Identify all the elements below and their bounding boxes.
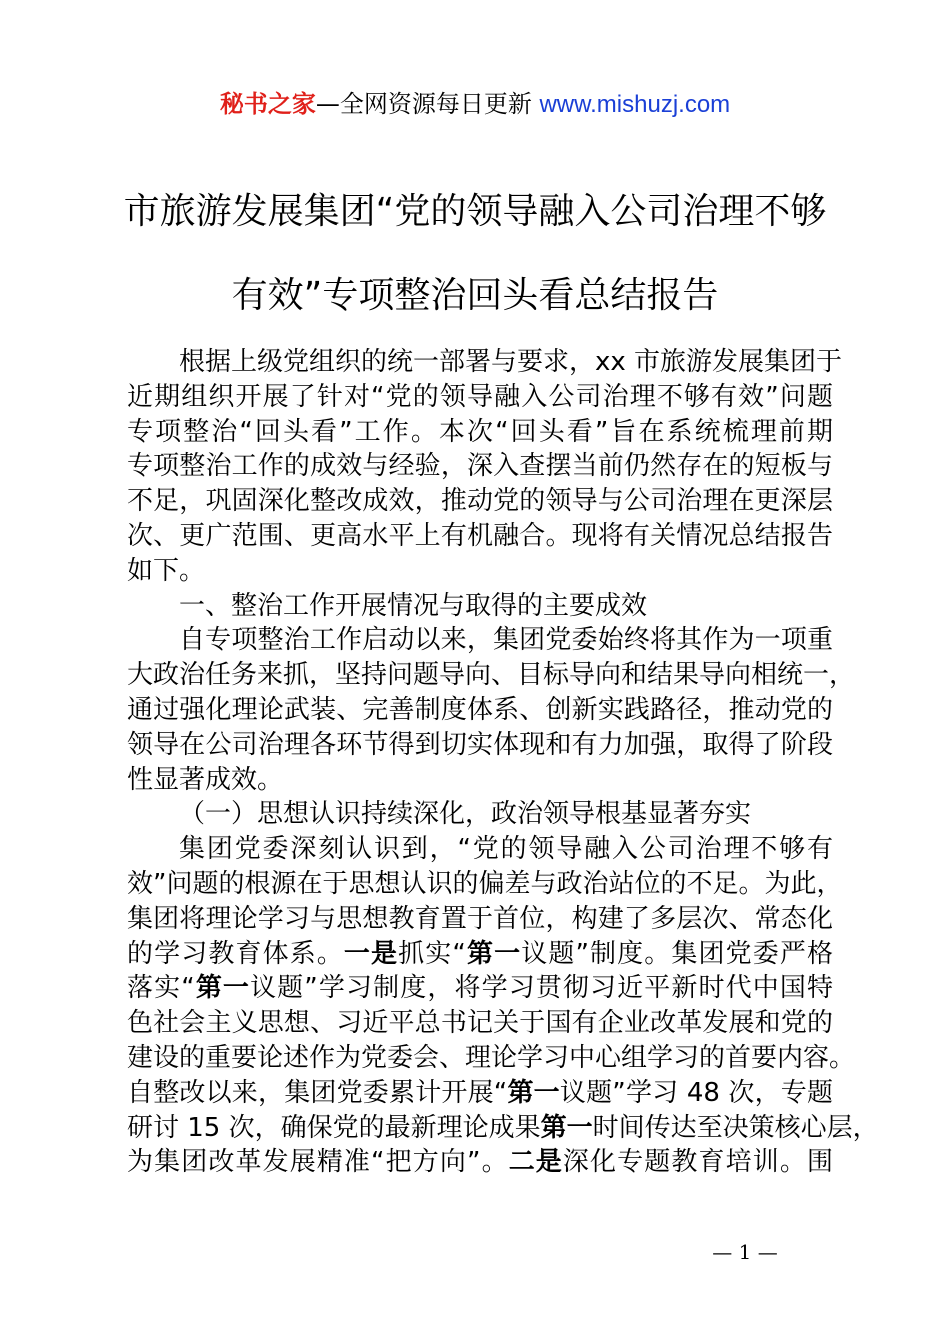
paragraph-line: 领导在公司治理各环节得到切实体现和有力加强，取得了阶段 <box>127 729 833 760</box>
paragraph-line <box>127 1145 833 1180</box>
paragraph-line: 近期组织开展了针对“党的领导融入公司治理不够有效”问题 <box>127 381 833 412</box>
paragraph-line: 大政治任务来抓，坚持问题导向、目标导向和结果导向相统一， <box>127 660 856 691</box>
bold-marker: 一是 <box>343 938 399 969</box>
text-run: 的学习教育体系。 <box>127 938 344 969</box>
document-title <box>110 170 840 338</box>
paragraph-line <box>127 1076 833 1111</box>
bold-marker: 第一 <box>465 938 522 969</box>
paragraph-line: 色社会主义思想、习近平总书记关于国有企业改革发展和党的 <box>127 1008 833 1039</box>
brand-name: 秘书之家 <box>219 90 316 118</box>
bold-marker: 二是 <box>508 1147 563 1178</box>
bold-marker: 第一 <box>507 1077 560 1108</box>
text-run: 议题”学习 48 次，专题 <box>559 1077 833 1108</box>
paragraph-line <box>127 971 833 1006</box>
page-number: — 1 — <box>712 1240 778 1264</box>
paragraph-line: 自专项整治工作启动以来，集团党委始终将其作为一项重 <box>179 625 833 656</box>
paragraph-line: 集团将理论学习与思想教育置于首位，构建了多层次、常态化 <box>127 903 833 934</box>
paragraph-line: 通过强化理论武装、完善制度体系、创新实践路径，推动党的 <box>127 694 833 725</box>
text-run: 落实“ <box>127 973 195 1004</box>
paragraph-line: 不足，巩固深化整改成效，推动党的领导与公司治理在更深层 <box>127 486 833 517</box>
paragraph-line <box>127 1111 879 1146</box>
document-body <box>127 345 879 1180</box>
paragraph-line <box>127 937 833 972</box>
text-run: 深化专题教育培训。围 <box>562 1147 833 1178</box>
title-line-2: 有效”专项整治回头看总结报告 <box>231 275 719 316</box>
text-run: 研讨 15 次，确保党的最新理论成果 <box>127 1112 541 1143</box>
text-run: 议题”制度。集团党委严格 <box>521 938 833 969</box>
text-run: 议题”学习制度，将学习贯彻习近平新时代中国特 <box>250 973 833 1004</box>
section-heading: 一、整治工作开展情况与取得的主要成效 <box>179 590 648 621</box>
title-line-1: 市旅游发展集团“党的领导融入公司治理不够 <box>123 191 827 232</box>
bold-marker: 第一 <box>194 973 251 1004</box>
paragraph-line: 如下。 <box>127 555 206 586</box>
site-url-link[interactable]: www.mishuzj.com <box>539 91 731 118</box>
text-run: 自整改以来，集团党委累计开展“ <box>127 1077 508 1108</box>
text-run: 为集团改革发展精准“把方向”。 <box>127 1147 509 1178</box>
paragraph-line: 建设的重要论述作为党委会、理论学习中心组学习的首要内容。 <box>127 1042 856 1073</box>
paragraph-line: 次、更广范围、更高水平上有机融合。现将有关情况总结报告 <box>127 520 833 551</box>
paragraph-line: 根据上级党组织的统一部署与要求，xx 市旅游发展集团于 <box>179 347 843 377</box>
paragraph-line: 集团党委深刻认识到，“党的领导融入公司治理不够有 <box>179 834 833 865</box>
header-slogan: —全网资源每日更新 <box>315 90 540 118</box>
paragraph-line: 效”问题的根源在于思想认识的偏差与政治站位的不足。为此， <box>127 868 843 899</box>
paragraph-line: 性显著成效。 <box>127 764 284 795</box>
paragraph-line: 专项整治“回头看”工作。本次“回头看”旨在系统梳理前期 <box>127 416 833 447</box>
text-run: 时间传达至决策核心层， <box>592 1112 879 1143</box>
site-header <box>0 86 950 123</box>
subsection-heading: （一）思想认识持续深化，政治领导根基显著夯实 <box>179 799 752 830</box>
text-run: 抓实“ <box>398 938 466 969</box>
paragraph-line: 专项整治工作的成效与经验，深入查摆当前仍然存在的短板与 <box>127 451 833 482</box>
bold-marker: 第一 <box>540 1112 593 1143</box>
